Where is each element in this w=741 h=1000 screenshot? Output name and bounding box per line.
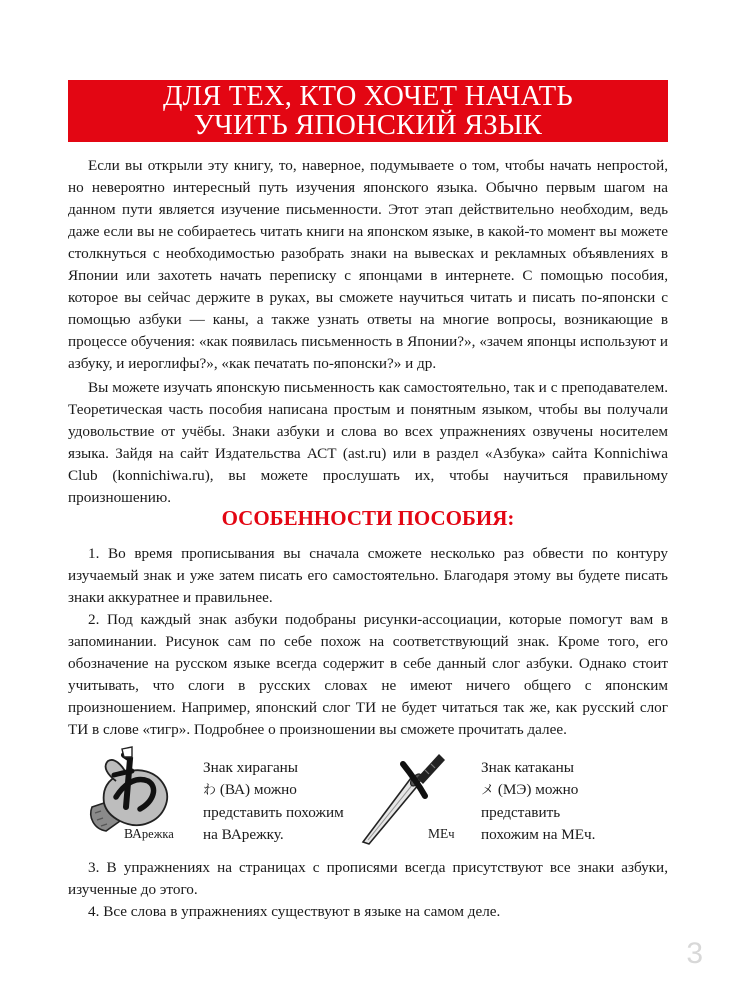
katakana-caption-line-2 xyxy=(481,779,671,802)
hiragana-caption-line-4: на ВАрежку. xyxy=(203,826,284,843)
katakana-char-me: メ xyxy=(481,783,495,798)
title-line-2: УЧИТЬ ЯПОНСКИЙ ЯЗЫК xyxy=(193,110,543,141)
feature-item-3: 3. В упражнениях на страницах с прописями всегда присутствуют все знаки азбуки, изученные до этого. xyxy=(68,859,668,898)
features-heading: ОСОБЕННОСТИ ПОСОБИЯ: xyxy=(221,506,515,530)
katakana-caption-line-4: похожим на МЕч. xyxy=(481,826,596,843)
katakana-caption-line-3: представить xyxy=(481,804,561,821)
mitten-label-big: ВА xyxy=(124,826,142,841)
features-list-continued xyxy=(68,857,668,923)
intro-paragraph-2: Вы можете изучать японскую письменность как самостоятельно, так и с преподавателем. Теоретическая часть пособия написана простым и понятным языком, чтобы вы получали удовольствие от учёбы. Знаки азбуки и слова во всех упражнениях озвучены носителем языка. Зайдя на сайт Издательства АСТ (ast.ru) или в раздел «Азбука» сайта Konnichiwa Club (konnichiwa.ru), вы можете прослушать их, чтобы научиться правильному произношению. xyxy=(68,379,668,506)
features-list xyxy=(68,543,668,741)
hiragana-caption-line-2-rest: (ВА) можно xyxy=(216,781,297,798)
hiragana-caption-line-3: представить похожим xyxy=(203,804,344,821)
sword-label xyxy=(428,826,455,842)
title-banner xyxy=(68,80,668,142)
sword-label-big: МЕ xyxy=(428,826,449,841)
feature-item-4: 4. Все слова в упражнениях существуют в языке на самом деле. xyxy=(88,903,501,920)
katakana-caption xyxy=(481,757,671,846)
feature-item-1: 1. Во время прописывания вы сначала сможете несколько раз обвести по контуру изучаемый знак и уже затем писать его самостоятельно. Благодаря этому вы будете писать знаки аккуратнее и правильнее. xyxy=(68,545,668,606)
mitten-label-small: режка xyxy=(141,827,174,841)
feature-item-2: 2. Под каждый знак азбуки подобраны рисунки-ассоциации, которые помогут вам в запоминании. Рисунок сам по себе похож на соответствующий знак. Кроме того, его обозначение на русском языке всегда содержит в себе данный слог азбуки. Однако стоит учитывать, что слоги в русских словах не имеют ничего общего с японским произношением. Например, японский слог ТИ не будет читаться так же, как русский слог ТИ в слове «тигр». Подробнее о произношении вы сможете прочитать далее. xyxy=(68,611,668,738)
katakana-caption-line-2-rest: (МЭ) можно xyxy=(494,781,579,798)
intro-section xyxy=(68,155,668,509)
hiragana-char-wa: わ xyxy=(203,783,217,798)
page-number: 3 xyxy=(686,937,703,970)
katakana-caption-line-1: Знак катаканы xyxy=(481,759,574,776)
intro-paragraph-1: Если вы открыли эту книгу, то, наверное, подумываете о том, чтобы начать непростой, но невероятно интересный путь изучения японского языка. Обычно первым шагом на данном пути является изучение письменности. Этот этап действительно необходим, ведь даже если вы не собираетесь читать книги на японском языке, в какой-то момент вы можете столкнуться с необходимостью разобрать знаки на вывесках и рекламных объявлениях в Японии или захотеть начать переписку с японцами в интернете. С помощью пособия, которое вы сейчас держите в руках, вы сможете научиться читать и писать по-японски с помощью азбуки — каны, а также узнать ответы на многие вопросы, возникающие в процессе обучения: «как появилась письменность в Японии?», «зачем японцы используют и азбуку, и иероглифы?», «как печатать по-японски?» и др. xyxy=(68,157,668,372)
sword-label-small: ч xyxy=(448,827,455,841)
title-line-1: ДЛЯ ТЕХ, КТО ХОЧЕТ НАЧАТЬ xyxy=(163,81,573,112)
hiragana-caption-line-1: Знак хираганы xyxy=(203,759,299,776)
mitten-label xyxy=(124,826,174,842)
